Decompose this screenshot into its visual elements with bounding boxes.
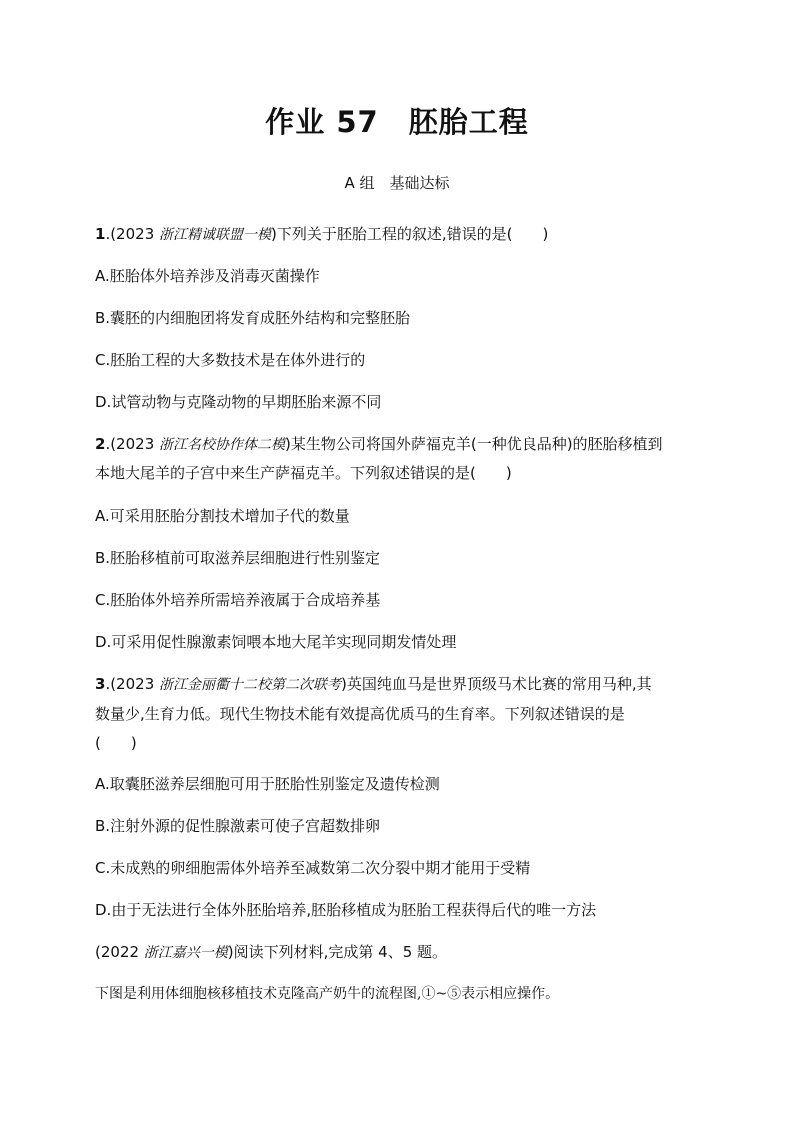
option-b: B.胚胎移植前可取滋养层细胞进行性别鉴定	[95, 549, 381, 567]
section-heading: A 组 基础达标	[344, 174, 450, 192]
question-number: 2	[95, 435, 106, 453]
material-text: )阅读下列材料,完成第 4、5 题。	[227, 943, 448, 961]
option-a: A.胚胎体外培养涉及消毒灭菌操作	[95, 267, 320, 285]
material-intro	[95, 941, 715, 964]
option-d: D.由于无法进行全体外胚胎培养,胚胎移植成为胚胎工程获得后代的唯一方法	[95, 901, 597, 919]
question-2-stem-continued: 本地大尾羊的子宫中来生产萨福克羊。下列叙述错误的是( )	[95, 464, 512, 482]
material-source-prefix: (2022	[95, 943, 144, 961]
question-number: 3	[95, 675, 106, 693]
question-1-stem	[95, 223, 715, 246]
option-d: D.试管动物与克隆动物的早期胚胎来源不同	[95, 393, 382, 411]
option-b: B.囊胚的内细胞团将发育成胚外结构和完整胚胎	[95, 309, 411, 327]
option-b: B.注射外源的促性腺激素可使子宫超数排卵	[95, 817, 381, 835]
question-3-stem	[95, 673, 715, 696]
question-text: )某生物公司将国外萨福克羊(一种优良品种)的胚胎移植到	[285, 435, 663, 453]
question-source: 浙江精诚联盟一模	[159, 227, 271, 243]
question-source-prefix: .(2023	[105, 435, 159, 453]
question-source-prefix: .(2023	[105, 675, 159, 693]
question-source: 浙江金丽衢十二校第二次联考	[159, 677, 341, 693]
question-3-answer-blank: ( )	[95, 734, 137, 752]
option-a: A.可采用胚胎分割技术增加子代的数量	[95, 507, 350, 525]
option-c: C.胚胎工程的大多数技术是在体外进行的	[95, 351, 366, 369]
question-3-stem-continued: 数量少,生育力低。现代生物技术能有效提高优质马的生育率。下列叙述错误的是	[95, 705, 625, 723]
question-number: 1	[95, 225, 106, 243]
question-text: )英国纯血马是世界顶级马术比赛的常用马种,其	[341, 675, 652, 693]
question-text: )下列关于胚胎工程的叙述,错误的是( )	[271, 225, 549, 243]
diagram-note: 下图是利用体细胞核移植技术克隆高产奶牛的流程图,①~⑤表示相应操作。	[95, 986, 560, 1002]
page-title: 作业 57 胚胎工程	[265, 105, 529, 139]
option-a: A.取囊胚滋养层细胞可用于胚胎性别鉴定及遗传检测	[95, 775, 440, 793]
question-source-prefix: .(2023	[105, 225, 159, 243]
option-c: C.未成熟的卵细胞需体外培养至减数第二次分裂中期才能用于受精	[95, 859, 531, 877]
material-source: 浙江嘉兴一模	[143, 945, 228, 961]
option-d: D.可采用促性腺激素饲喂本地大尾羊实现同期发情处理	[95, 633, 457, 651]
question-2-stem	[95, 433, 715, 456]
question-source: 浙江名校协作体二模	[159, 437, 285, 453]
option-c: C.胚胎体外培养所需培养液属于合成培养基	[95, 591, 381, 609]
